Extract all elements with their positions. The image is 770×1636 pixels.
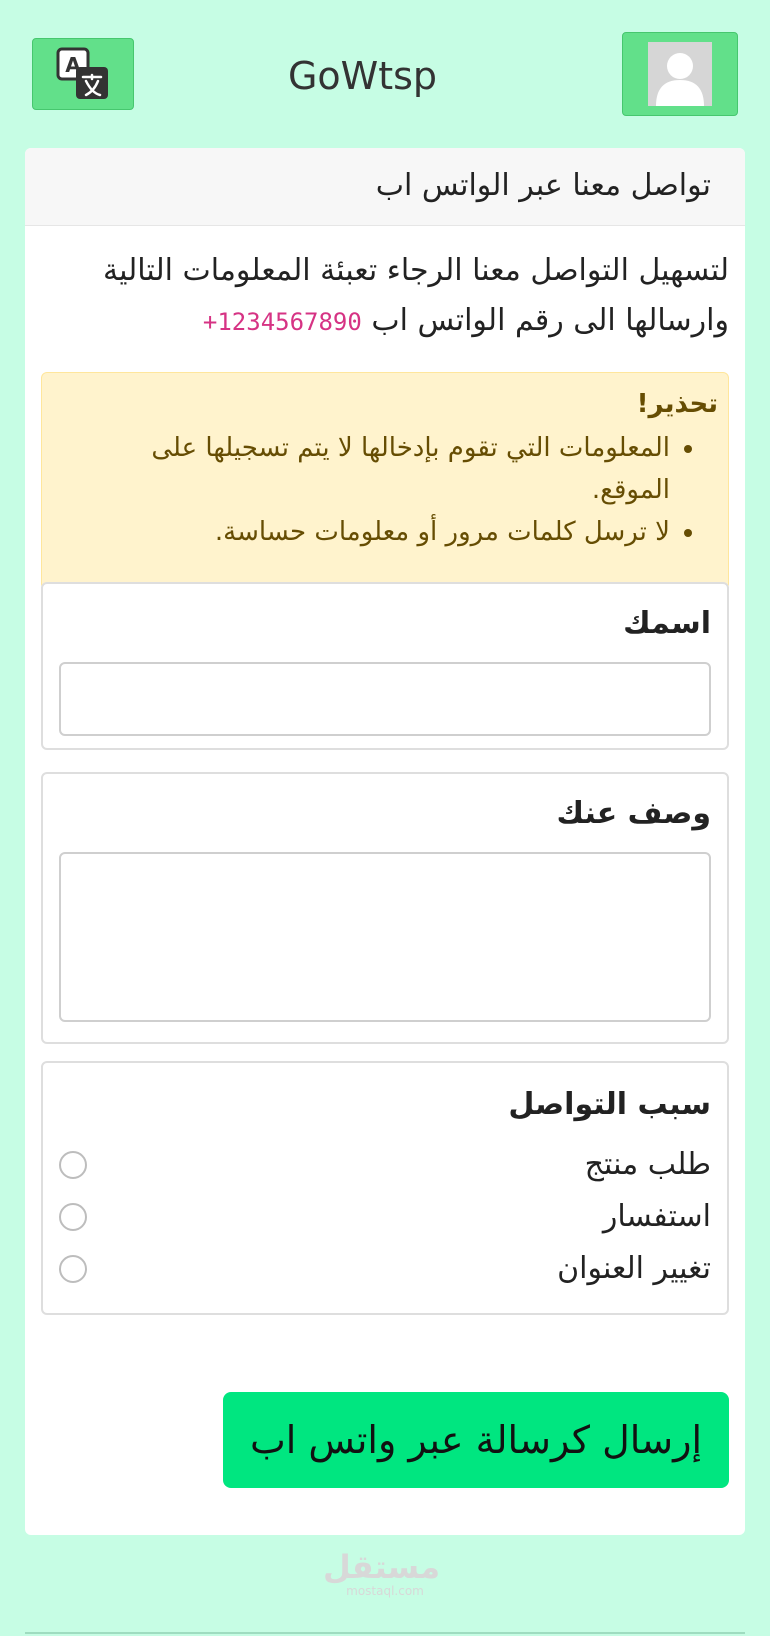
reason-option[interactable] bbox=[59, 1143, 711, 1187]
svg-text:A: A bbox=[65, 53, 81, 77]
user-menu-button[interactable] bbox=[622, 32, 738, 116]
send-whatsapp-button[interactable]: إرسال كرسالة عبر واتس اب bbox=[223, 1392, 729, 1488]
brand-title[interactable]: GoWtsp bbox=[287, 54, 438, 98]
reason-option-label[interactable]: استفسار bbox=[602, 1199, 711, 1234]
alert-item: • المعلومات التي تقوم بإدخالها لا يتم تسجيلها على الموقع. bbox=[132, 427, 670, 511]
alert-item: • لا ترسل كلمات مرور أو معلومات حساسة. bbox=[132, 511, 670, 553]
avatar bbox=[648, 42, 712, 106]
card-header: تواصل معنا عبر الواتس اب bbox=[25, 148, 745, 226]
navbar bbox=[0, 0, 770, 148]
about-field-group bbox=[41, 772, 729, 1044]
reason-label: سبب التواصل bbox=[508, 1087, 711, 1122]
alert-title: تحذير! bbox=[636, 389, 718, 419]
about-label: وصف عنك bbox=[556, 796, 711, 831]
whatsapp-phone-number: +1234567890 bbox=[202, 308, 362, 336]
reason-option[interactable] bbox=[59, 1195, 711, 1239]
intro-text bbox=[25, 226, 745, 347]
translate-icon bbox=[56, 47, 110, 101]
reason-option-label[interactable]: تغيير العنوان bbox=[557, 1251, 711, 1286]
contact-card bbox=[25, 148, 745, 1535]
language-toggle-button[interactable] bbox=[32, 38, 134, 110]
radio-button[interactable] bbox=[59, 1255, 87, 1283]
name-input[interactable] bbox=[59, 662, 711, 736]
user-avatar-icon bbox=[648, 42, 712, 106]
intro-line-1: لتسهيل التواصل معنا الرجاء تعبئة المعلومات التالية bbox=[102, 253, 729, 288]
intro-line-2-text: وارسالها الى رقم الواتس اب bbox=[371, 303, 729, 338]
about-textarea[interactable] bbox=[59, 852, 711, 1022]
footer-divider bbox=[25, 1632, 745, 1634]
reason-option-label[interactable]: طلب منتج bbox=[584, 1147, 711, 1182]
name-field-group bbox=[41, 582, 729, 750]
radio-button[interactable] bbox=[59, 1203, 87, 1231]
radio-button[interactable] bbox=[59, 1151, 87, 1179]
logo-english: mostaql.com bbox=[346, 1584, 424, 1598]
intro-line-2 bbox=[41, 296, 729, 347]
alert-list bbox=[52, 427, 718, 553]
reason-option[interactable] bbox=[59, 1247, 711, 1291]
logo-arabic: مستقل bbox=[322, 1548, 440, 1586]
name-label: اسمك bbox=[623, 606, 711, 641]
warning-alert bbox=[41, 372, 729, 590]
reason-field-group bbox=[41, 1061, 729, 1315]
mostaql-logo bbox=[322, 1548, 440, 1606]
